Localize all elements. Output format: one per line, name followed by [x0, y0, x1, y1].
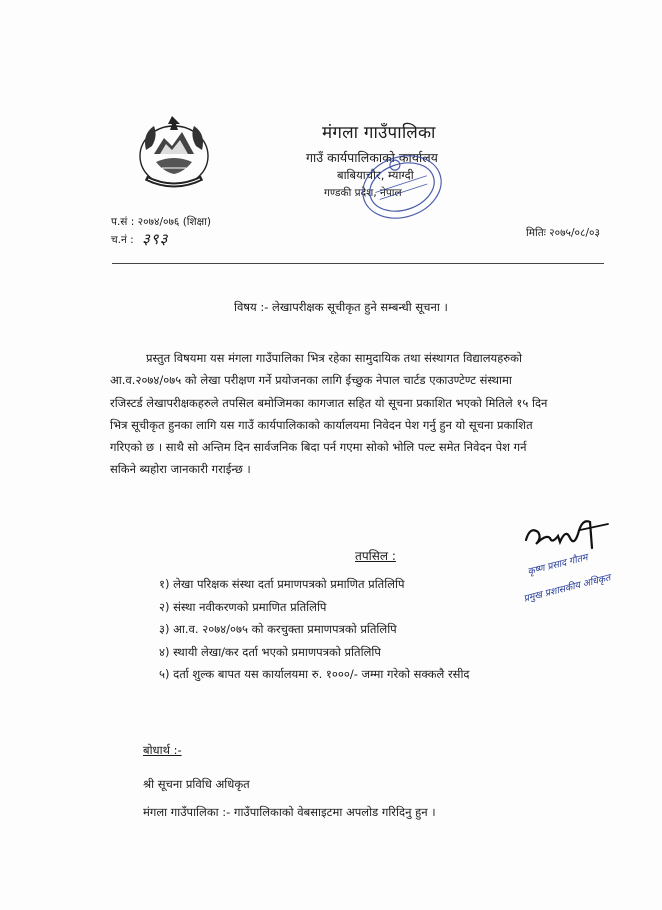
info-recipient: श्री सूचना प्रविधि अधिकृत: [143, 777, 250, 791]
notice-body: [110, 347, 624, 481]
list-item: ५) दर्ता शुल्क बापत यस कार्यालयमा रु. १०००/- जम्मा गरेको सक्कलै रसीद: [159, 667, 470, 681]
body-line: रजिस्टर्ड लेखापरीक्षकहरुले तपसिल बमोजिमका कागजात सहित यो सूचना प्रकाशित भएको मितिले १५ दिन: [110, 395, 548, 410]
list-item: १) लेखा परिक्षक संस्था दर्ता प्रमाणपत्रको प्रमाणित प्रतिलिपि: [159, 577, 405, 591]
address-line-1: बाबियाचौर, म्याग्दी: [337, 168, 414, 182]
signatory-name: कृष्ण प्रसाद गौतम: [526, 552, 589, 578]
body-line: भित्र सूचीकृत हुनका लागि यस गाउँ कार्यपालिकाको कार्यालयमा निवेदन पेश गर्नु हुन यो सूचना प्रकाशित: [110, 417, 533, 432]
body-line: प्रस्तुत विषयमा यस मंगला गाउँपालिका भित्र रहेका सामुदायिक तथा संस्थागत विद्यालयहरुको: [146, 351, 522, 365]
annex-heading: तपसिल :: [355, 549, 396, 563]
signatory-designation: प्रमुख प्रशासकीय अधिकृत: [522, 572, 612, 605]
office-stamp-icon: [355, 146, 450, 228]
info-instruction: मंगला गाउँपालिका :- गाउँपालिकाको वेबसाइटमा अपलोड गरिदिनु हुन ।: [143, 805, 436, 819]
body-line: सकिने ब्यहोरा जानकारी गराईन्छ ।: [110, 462, 251, 477]
handwritten-signature: [520, 508, 612, 560]
address-line-2: गण्डकी प्रदेश, नेपाल: [324, 187, 402, 199]
nepal-emblem-icon: [132, 112, 216, 194]
dispatch-number: ३९३: [142, 230, 169, 248]
list-item: २) संस्था नवीकरणको प्रमाणित प्रतिलिपि: [159, 599, 327, 614]
office-name: गाउँ कार्यपालिकाको कार्यालय: [306, 150, 438, 165]
subject-line: विषय :- लेखापरीक्षक सूचीकृत हुने सम्बन्धी सूचना ।: [234, 300, 448, 314]
reference-number: प.सं : २०७४/०७६ (शिक्षा): [111, 216, 212, 228]
info-heading: बोधार्थ :-: [143, 743, 182, 757]
list-item: ४) स्थायी लेखा/कर दर्ता भएको प्रमाणपत्रको प्रतिलिपि: [159, 644, 381, 659]
dispatch-label: च.नं :: [111, 234, 134, 246]
header-divider: [112, 263, 604, 264]
annex-list: [159, 573, 470, 686]
body-line: गरिएको छ । साथै सो अन्तिम दिन सार्वजनिक बिदा पर्न गएमा सोको भोलि पल्ट समेत निवेदन पेश गर्न: [110, 440, 527, 455]
list-item: ३) आ.व. २०७४/०७५ को करचुक्ता प्रमाणपत्रको प्रतिलिपि: [159, 622, 397, 636]
body-line: आ.व.२०७४/०७५ को लेखा परीक्षण गर्ने प्रयोजनका लागि ईच्छुक नेपाल चार्टड एकाउण्टेण्ट संस्थामा: [110, 373, 512, 388]
organization-name: मंगला गाउँपालिका: [322, 123, 436, 143]
letter-date: मितिः २०७५/०८/०३: [526, 227, 600, 239]
